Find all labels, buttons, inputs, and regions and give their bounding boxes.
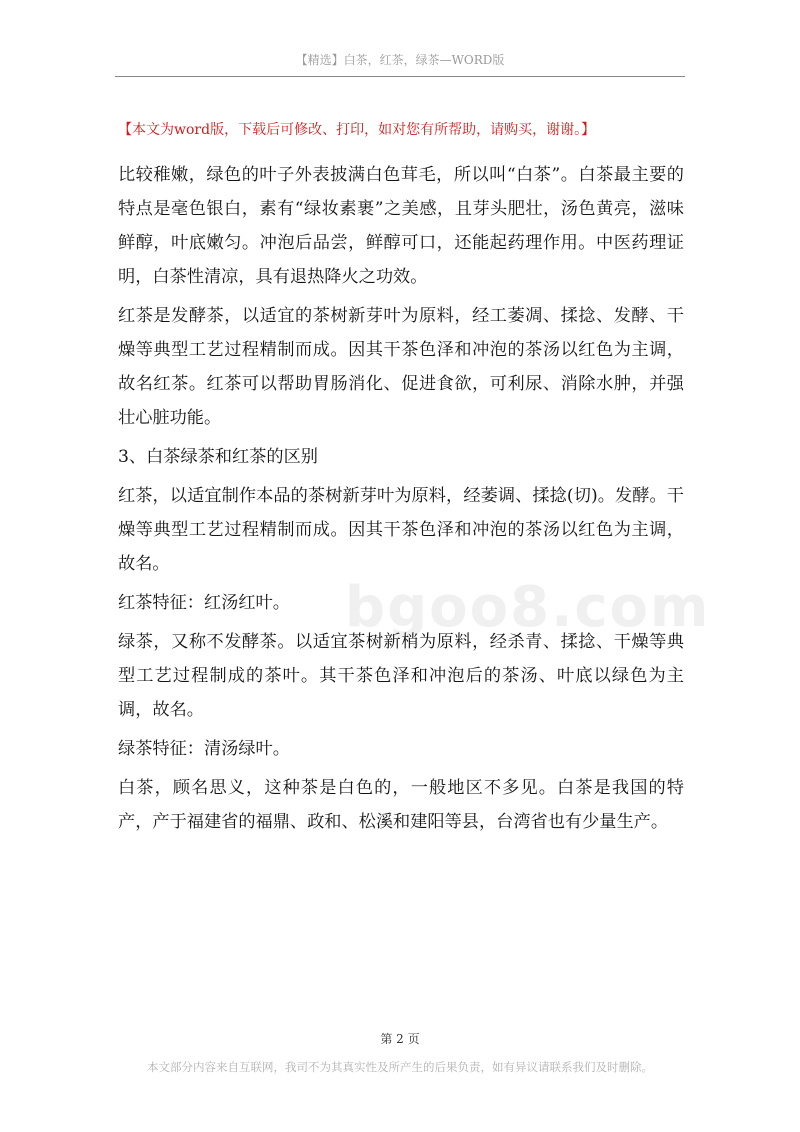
paragraph-black-tea-definition: 红茶，以适宜制作本品的茶树新芽叶为原料，经萎调、揉捻(切)。发酵。干燥等典型工艺过程精制而成。因其干茶色泽和冲泡的茶汤以红色为主调，故名。: [118, 486, 684, 574]
paragraph-green-tea-definition: 绿茶，又称不发酵茶。以适宜茶树新梢为原料，经杀青、揉捻、干燥等典型工艺过程制成的茶叶。其干茶色泽和冲泡后的茶汤、叶底以绿色为主调，故名。: [118, 632, 684, 720]
body-content: [118, 158, 684, 844]
watermark-text: bgoo8.com: [345, 575, 711, 640]
paragraph-black-tea-intro: 红茶是发酵茶，以适宜的茶树新芽叶为原料，经工萎凋、揉捻、发酵、干燥等典型工艺过程精制而成。因其干茶色泽和冲泡的茶汤以红色为主调，故名红茶。红茶可以帮助胃肠消化、促进食欲，可利尿、消除水肿，并强壮心脏功能。: [118, 306, 684, 428]
paragraph-white-tea-features: 比较稚嫩，绿色的叶子外表披满白色茸毛，所以叫“白茶”。白茶最主要的特点是毫色银白，素有“绿妆素裹”之美感，且芽头肥壮，汤色黄亮，滋味鲜醇，叶底嫩匀。冲泡后品尝，鲜醇可口，还能起药理作用。中医药理证明，白茶性清凉，具有退热降火之功效。: [118, 165, 684, 287]
header-title: 【精选】白茶，红茶，绿茶—WORD版: [295, 53, 505, 67]
footer-disclaimer: 本文部分内容来自互联网，我司不为其真实性及所产生的后果负责，如有异议请联系我们及时删除。: [147, 1060, 653, 1074]
paragraph-white-tea-origin: 白茶，顾名思义，这种茶是白色的，一般地区不多见。白茶是我国的特产，产于福建省的福鼎、政和、松溪和建阳等县，台湾省也有少量生产。: [118, 778, 684, 832]
purchase-notice: 【本文为word版，下载后可修改、打印，如对您有所帮助，请购买，谢谢。】: [118, 122, 596, 138]
paragraph-black-tea-traits: 红茶特征：红汤红叶。: [118, 593, 290, 613]
paragraph-green-tea-traits: 绿茶特征：清汤绿叶。: [118, 739, 290, 759]
page-header: [115, 50, 685, 77]
section-heading-differences: 3、白茶绿茶和红茶的区别: [118, 447, 318, 467]
page-number: 第 2 页: [380, 1032, 420, 1046]
